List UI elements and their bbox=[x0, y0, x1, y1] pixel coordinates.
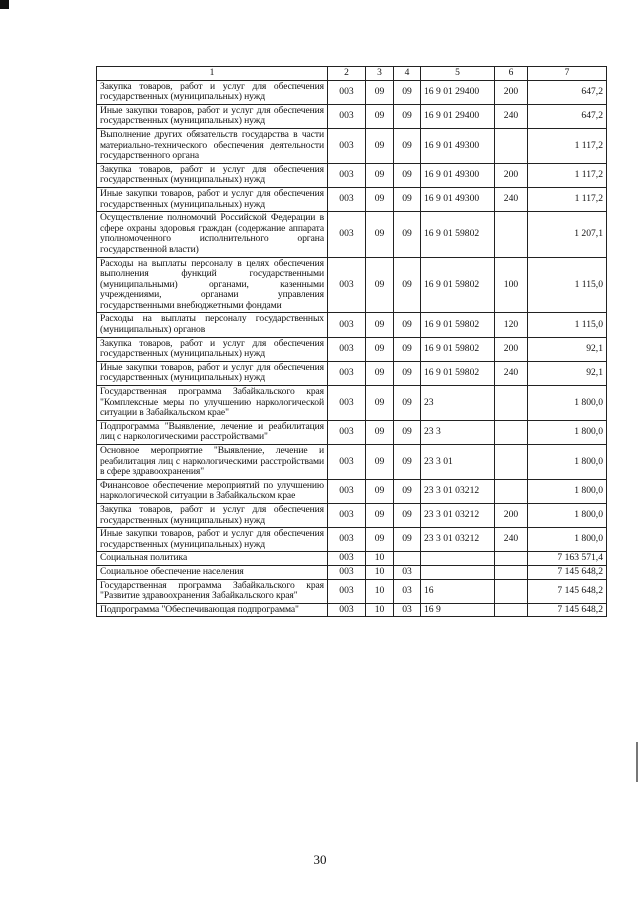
row-adm-cell: 003 bbox=[328, 503, 366, 527]
row-name-cell: Социальная политика bbox=[97, 552, 328, 566]
row-sum-cell: 1 207,1 bbox=[528, 212, 607, 257]
row-pr-cell: 09 bbox=[394, 420, 421, 444]
row-sum-cell: 1 115,0 bbox=[528, 313, 607, 337]
row-rz-cell: 09 bbox=[366, 386, 394, 421]
header-cell-pr: 4 bbox=[394, 67, 421, 81]
row-pr-cell: 09 bbox=[394, 479, 421, 503]
scan-corner-mark bbox=[0, 0, 9, 9]
row-rz-cell: 09 bbox=[366, 128, 394, 163]
row-rz-cell: 09 bbox=[366, 212, 394, 257]
row-rz-cell: 09 bbox=[366, 187, 394, 211]
row-name-cell: Подпрограмма "Обеспечивающая подпрограмма" bbox=[97, 603, 328, 617]
row-vr-cell: 100 bbox=[495, 257, 528, 313]
row-pr-cell: 03 bbox=[394, 603, 421, 617]
row-name-cell: Закупка товаров, работ и услуг для обеспечения государственных (муниципальных) нужд bbox=[97, 80, 328, 104]
row-name-cell: Основное мероприятие "Выявление, лечение и реабилитация лиц с наркологическими расстройствами в сфере здравоохранения" bbox=[97, 445, 328, 480]
table-row bbox=[97, 187, 607, 211]
row-csr-cell: 16 9 01 59802 bbox=[421, 337, 495, 361]
row-pr-cell: 09 bbox=[394, 104, 421, 128]
row-vr-cell: 200 bbox=[495, 163, 528, 187]
row-pr-cell: 09 bbox=[394, 337, 421, 361]
table-row bbox=[97, 579, 607, 603]
row-sum-cell: 92,1 bbox=[528, 337, 607, 361]
row-sum-cell: 1 800,0 bbox=[528, 420, 607, 444]
row-sum-cell: 1 800,0 bbox=[528, 528, 607, 552]
row-csr-cell: 16 9 01 49300 bbox=[421, 128, 495, 163]
row-pr-cell: 09 bbox=[394, 445, 421, 480]
row-csr-cell: 16 bbox=[421, 579, 495, 603]
row-vr-cell: 200 bbox=[495, 80, 528, 104]
row-vr-cell: 240 bbox=[495, 528, 528, 552]
table-row bbox=[97, 337, 607, 361]
row-adm-cell: 003 bbox=[328, 163, 366, 187]
row-csr-cell: 16 9 01 49300 bbox=[421, 163, 495, 187]
row-sum-cell: 7 163 571,4 bbox=[528, 552, 607, 566]
row-adm-cell: 003 bbox=[328, 445, 366, 480]
header-cell-rz: 3 bbox=[366, 67, 394, 81]
row-sum-cell: 1 800,0 bbox=[528, 479, 607, 503]
row-adm-cell: 003 bbox=[328, 361, 366, 385]
row-adm-cell: 003 bbox=[328, 257, 366, 313]
table-row bbox=[97, 565, 607, 579]
row-rz-cell: 09 bbox=[366, 361, 394, 385]
row-sum-cell: 92,1 bbox=[528, 361, 607, 385]
row-vr-cell: 200 bbox=[495, 337, 528, 361]
header-cell-csr: 5 bbox=[421, 67, 495, 81]
row-csr-cell: 23 3 01 bbox=[421, 445, 495, 480]
row-rz-cell: 09 bbox=[366, 503, 394, 527]
header-cell-name: 1 bbox=[97, 67, 328, 81]
row-csr-cell: 23 3 01 03212 bbox=[421, 503, 495, 527]
row-name-cell: Иные закупки товаров, работ и услуг для обеспечения государственных (муниципальных) нужд bbox=[97, 361, 328, 385]
row-adm-cell: 003 bbox=[328, 552, 366, 566]
row-pr-cell: 09 bbox=[394, 212, 421, 257]
row-name-cell: Закупка товаров, работ и услуг для обеспечения государственных (муниципальных) нужд bbox=[97, 337, 328, 361]
row-name-cell: Иные закупки товаров, работ и услуг для обеспечения государственных (муниципальных) нужд bbox=[97, 187, 328, 211]
row-name-cell: Социальное обеспечение населения bbox=[97, 565, 328, 579]
row-vr-cell bbox=[495, 552, 528, 566]
row-rz-cell: 09 bbox=[366, 528, 394, 552]
row-rz-cell: 10 bbox=[366, 565, 394, 579]
table-row bbox=[97, 603, 607, 617]
row-rz-cell: 09 bbox=[366, 104, 394, 128]
row-vr-cell bbox=[495, 445, 528, 480]
row-adm-cell: 003 bbox=[328, 579, 366, 603]
row-rz-cell: 10 bbox=[366, 579, 394, 603]
row-pr-cell: 09 bbox=[394, 528, 421, 552]
row-name-cell: Закупка товаров, работ и услуг для обеспечения государственных (муниципальных) нужд bbox=[97, 503, 328, 527]
table-row bbox=[97, 479, 607, 503]
table-row bbox=[97, 386, 607, 421]
row-vr-cell bbox=[495, 212, 528, 257]
row-vr-cell bbox=[495, 603, 528, 617]
table-row bbox=[97, 104, 607, 128]
row-adm-cell: 003 bbox=[328, 313, 366, 337]
row-sum-cell: 7 145 648,2 bbox=[528, 565, 607, 579]
row-csr-cell bbox=[421, 552, 495, 566]
row-vr-cell bbox=[495, 386, 528, 421]
row-adm-cell: 003 bbox=[328, 528, 366, 552]
row-name-cell: Иные закупки товаров, работ и услуг для обеспечения государственных (муниципальных) нужд bbox=[97, 528, 328, 552]
row-adm-cell: 003 bbox=[328, 212, 366, 257]
row-sum-cell: 1 800,0 bbox=[528, 503, 607, 527]
row-name-cell: Закупка товаров, работ и услуг для обеспечения государственных (муниципальных) нужд bbox=[97, 163, 328, 187]
row-pr-cell: 09 bbox=[394, 361, 421, 385]
row-rz-cell: 10 bbox=[366, 603, 394, 617]
row-pr-cell: 09 bbox=[394, 313, 421, 337]
row-vr-cell bbox=[495, 579, 528, 603]
row-csr-cell: 23 3 bbox=[421, 420, 495, 444]
row-rz-cell: 09 bbox=[366, 163, 394, 187]
table-row bbox=[97, 361, 607, 385]
row-csr-cell: 16 9 bbox=[421, 603, 495, 617]
table-row bbox=[97, 503, 607, 527]
row-csr-cell bbox=[421, 565, 495, 579]
row-vr-cell bbox=[495, 420, 528, 444]
row-csr-cell: 16 9 01 49300 bbox=[421, 187, 495, 211]
row-name-cell: Осуществление полномочий Российской Федерации в сфере охраны здоровья граждан (содержание аппарата уполномоченного исполнительного органа государственной власти) bbox=[97, 212, 328, 257]
row-name-cell: Расходы на выплаты персоналу в целях обеспечения выполнения функций государственными (муниципальными) органами, казенными учреждениями, органами управления государственными внебюджетными фондами bbox=[97, 257, 328, 313]
row-adm-cell: 003 bbox=[328, 420, 366, 444]
table-row bbox=[97, 445, 607, 480]
row-sum-cell: 1 117,2 bbox=[528, 128, 607, 163]
row-csr-cell: 16 9 01 59802 bbox=[421, 257, 495, 313]
row-vr-cell bbox=[495, 565, 528, 579]
table-row bbox=[97, 163, 607, 187]
row-name-cell: Государственная программа Забайкальского края "Развитие здравоохранения Забайкальского края" bbox=[97, 579, 328, 603]
row-rz-cell: 09 bbox=[366, 313, 394, 337]
row-adm-cell: 003 bbox=[328, 565, 366, 579]
table-row bbox=[97, 313, 607, 337]
row-name-cell: Иные закупки товаров, работ и услуг для обеспечения государственных (муниципальных) нужд bbox=[97, 104, 328, 128]
row-sum-cell: 1 117,2 bbox=[528, 163, 607, 187]
row-vr-cell: 120 bbox=[495, 313, 528, 337]
row-csr-cell: 23 bbox=[421, 386, 495, 421]
row-sum-cell: 1 115,0 bbox=[528, 257, 607, 313]
row-sum-cell: 1 800,0 bbox=[528, 386, 607, 421]
row-pr-cell: 03 bbox=[394, 579, 421, 603]
row-pr-cell: 09 bbox=[394, 128, 421, 163]
table-row bbox=[97, 257, 607, 313]
table-body bbox=[97, 67, 607, 617]
row-adm-cell: 003 bbox=[328, 128, 366, 163]
scan-edge-line bbox=[636, 742, 638, 782]
row-csr-cell: 16 9 01 29400 bbox=[421, 104, 495, 128]
row-sum-cell: 1 117,2 bbox=[528, 187, 607, 211]
row-rz-cell: 09 bbox=[366, 337, 394, 361]
row-vr-cell: 200 bbox=[495, 503, 528, 527]
row-vr-cell: 240 bbox=[495, 104, 528, 128]
row-sum-cell: 7 145 648,2 bbox=[528, 579, 607, 603]
header-row bbox=[97, 67, 607, 81]
row-sum-cell: 7 145 648,2 bbox=[528, 603, 607, 617]
page-number: 30 bbox=[313, 852, 327, 867]
table-row bbox=[97, 420, 607, 444]
budget-table bbox=[96, 66, 607, 617]
row-adm-cell: 003 bbox=[328, 479, 366, 503]
row-pr-cell: 03 bbox=[394, 565, 421, 579]
row-csr-cell: 16 9 01 59802 bbox=[421, 313, 495, 337]
row-adm-cell: 003 bbox=[328, 603, 366, 617]
row-rz-cell: 09 bbox=[366, 479, 394, 503]
row-rz-cell: 09 bbox=[366, 445, 394, 480]
row-rz-cell: 09 bbox=[366, 420, 394, 444]
row-adm-cell: 003 bbox=[328, 386, 366, 421]
row-name-cell: Подпрограмма "Выявление, лечение и реабилитация лиц с наркологическими расстройствами" bbox=[97, 420, 328, 444]
row-csr-cell: 16 9 01 59802 bbox=[421, 212, 495, 257]
row-vr-cell bbox=[495, 479, 528, 503]
row-vr-cell: 240 bbox=[495, 361, 528, 385]
row-pr-cell bbox=[394, 552, 421, 566]
header-cell-sum: 7 bbox=[528, 67, 607, 81]
row-csr-cell: 23 3 01 03212 bbox=[421, 479, 495, 503]
row-name-cell: Расходы на выплаты персоналу государственных (муниципальных) органов bbox=[97, 313, 328, 337]
table-row bbox=[97, 80, 607, 104]
header-cell-vr: 6 bbox=[495, 67, 528, 81]
table-row bbox=[97, 552, 607, 566]
header-cell-adm: 2 bbox=[328, 67, 366, 81]
row-sum-cell: 1 800,0 bbox=[528, 445, 607, 480]
row-name-cell: Государственная программа Забайкальского края "Комплексные меры по улучшению наркологической ситуации в Забайкальском крае" bbox=[97, 386, 328, 421]
row-pr-cell: 09 bbox=[394, 163, 421, 187]
row-name-cell: Выполнение других обязательств государства в части материально-технического обеспечения деятельности государственного органа bbox=[97, 128, 328, 163]
row-vr-cell: 240 bbox=[495, 187, 528, 211]
row-csr-cell: 23 3 01 03212 bbox=[421, 528, 495, 552]
row-rz-cell: 10 bbox=[366, 552, 394, 566]
row-pr-cell: 09 bbox=[394, 187, 421, 211]
row-sum-cell: 647,2 bbox=[528, 80, 607, 104]
row-sum-cell: 647,2 bbox=[528, 104, 607, 128]
row-rz-cell: 09 bbox=[366, 80, 394, 104]
row-adm-cell: 003 bbox=[328, 80, 366, 104]
row-name-cell: Финансовое обеспечение мероприятий по улучшению наркологической ситуации в Забайкальском крае bbox=[97, 479, 328, 503]
row-vr-cell bbox=[495, 128, 528, 163]
row-pr-cell: 09 bbox=[394, 80, 421, 104]
table-row bbox=[97, 128, 607, 163]
row-pr-cell: 09 bbox=[394, 257, 421, 313]
row-pr-cell: 09 bbox=[394, 503, 421, 527]
row-rz-cell: 09 bbox=[366, 257, 394, 313]
row-adm-cell: 003 bbox=[328, 187, 366, 211]
table-row bbox=[97, 212, 607, 257]
table-row bbox=[97, 528, 607, 552]
row-adm-cell: 003 bbox=[328, 337, 366, 361]
row-pr-cell: 09 bbox=[394, 386, 421, 421]
row-csr-cell: 16 9 01 29400 bbox=[421, 80, 495, 104]
row-csr-cell: 16 9 01 59802 bbox=[421, 361, 495, 385]
row-adm-cell: 003 bbox=[328, 104, 366, 128]
